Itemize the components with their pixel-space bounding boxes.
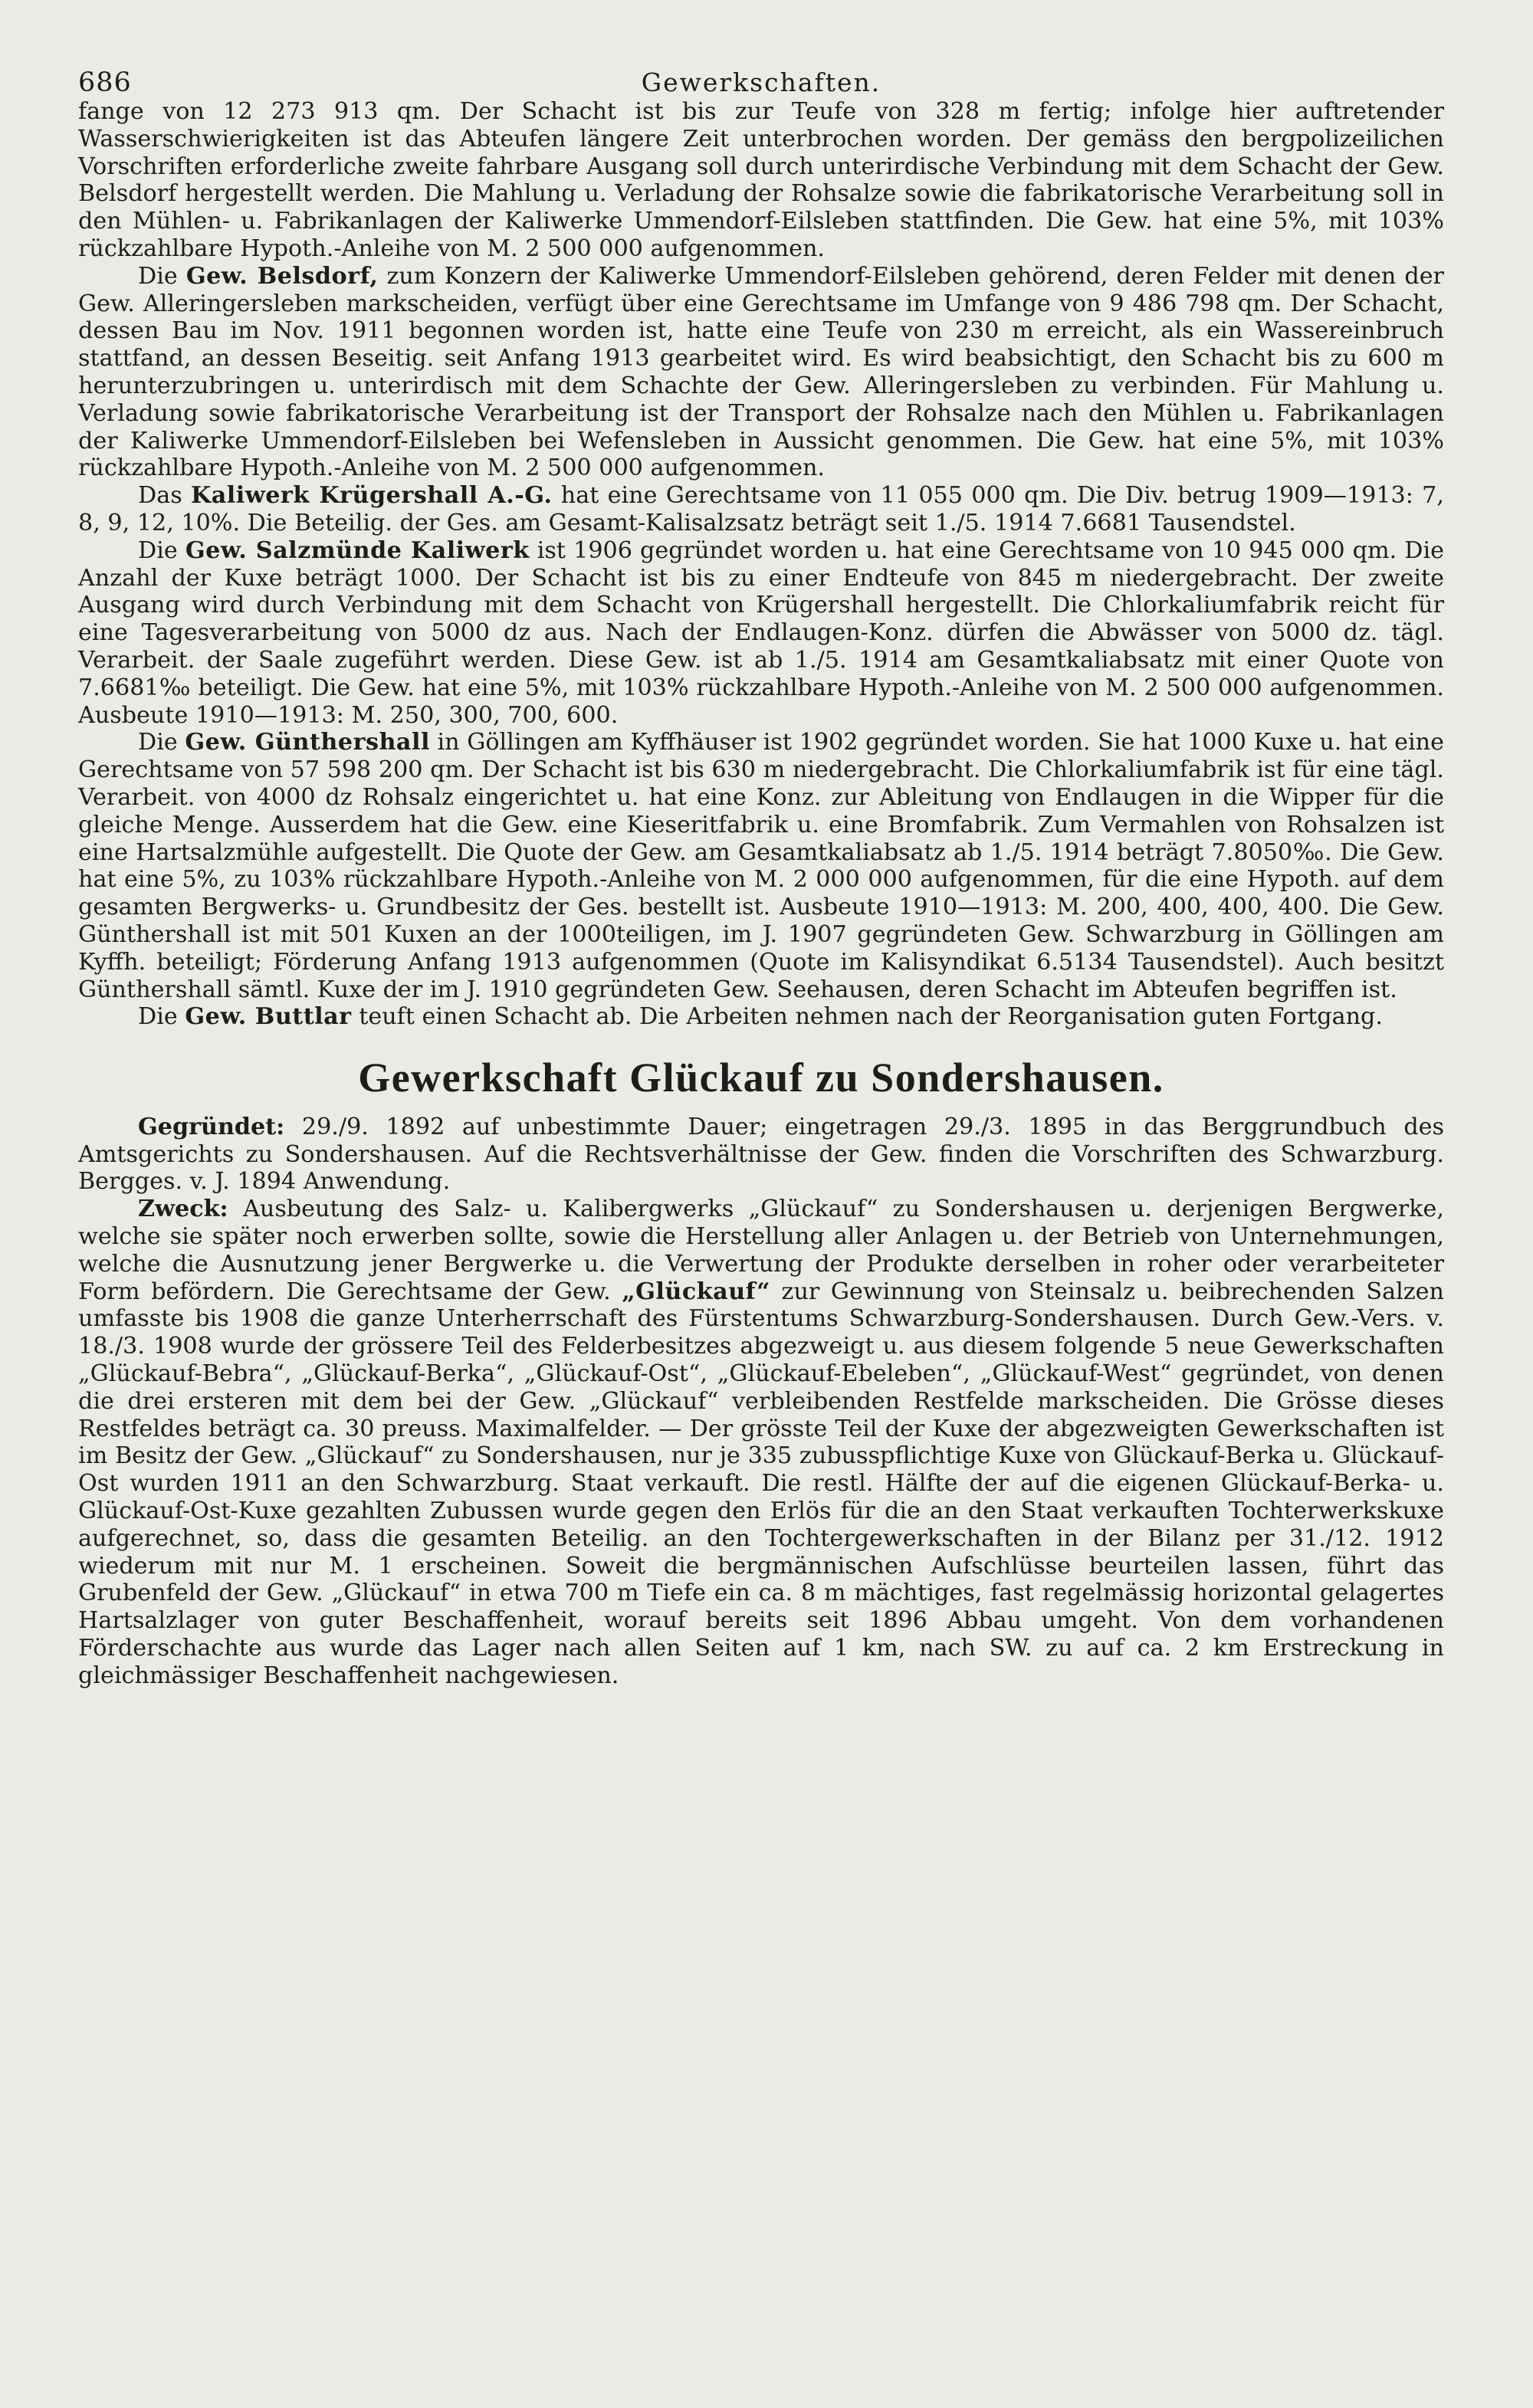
section-heading: Gewerkschaft Glückauf zu Sondershausen. [358,1055,1164,1101]
firm-name: Gew. Belsdorf, [185,262,379,290]
running-head [78,0,1444,98]
paragraph-belsdorf [78,263,1444,482]
paragraph-text: teuft einen Schacht ab. Die Arbeiten nehmen nach der Reorganisation guten Fortgang. [359,1003,1383,1031]
founded-label: Gegründet: [138,1113,285,1140]
running-title: Gewerkschaften. [641,67,881,97]
paragraph-continuation [78,98,1444,263]
paragraph-text: zum Konzern der Kaliwerke Ummendorf-Eilsleben gehörend, deren Felder mit denen der Gew. Alleringersleben markscheiden, verfügt über eine Gerechtsame im Umfange von 9 486 798 qm. Der Schacht, dessen Bau im Nov. 1911 begonnen worden ist, hatte eine Teufe von 230 m erreicht, als ein Wassereinbruch stattfand, an dessen Beseitig. seit Anfang 1913 gearbeitet wird. Es wird beabsichtigt, den Schacht bis zu 600 m herunterzubringen u. unterirdisch mit dem Schachte der Gew. Alleringersleben zu verbinden. Für Mahlung u. Verladung sowie fabrikatorische Verarbeitung ist der Transport der Rohsalze nach den Mühlen u. Fabrikanlagen der Kaliwerke Ummendorf-Eilsleben bei Wefensleben in Aussicht genommen. Die Gew. hat eine 5%, mit 103% rückzahlbare Hypoth.-Anleihe von M. 2 500 000 aufgenommen. [78,262,1444,482]
paragraph-text: fange von 12 273 913 qm. Der Schacht ist bis zur Teufe von 328 m fertig; infolge hier auftretender Wasserschwierigkeiten ist das Abteufen längere Zeit unterbrochen worden. Der gemäss den bergpolizeilichen Vorschriften erforderliche zweite fahrbare Ausgang soll durch unterirdische Verbindung mit dem Schacht der Gew. Belsdorf hergestellt werden. Die Mahlung u. Verladung der Rohsalze sowie die fabrikatorische Verarbeitung soll in den Mühlen- u. Fabrikanlagen der Kaliwerke Ummendorf-Eilsleben stattfinden. Die Gew. hat eine 5%, mit 103% rückzahlbare Hypoth.-Anleihe von M. 2 500 000 aufgenommen. [78,98,1444,262]
founded-text: 29./9. 1892 auf unbestimmte Dauer; eingetragen 29./3. 1895 in das Berggrundbuch des Amtsgerichts zu Sondershausen. Auf die Rechtsverhältnisse der Gew. finden die Vorschriften des Schwarzburg. Bergges. v. J. 1894 Anwendung. [78,1113,1444,1196]
paragraph-kruegershall [78,482,1444,537]
paragraph-lead: Die [138,729,178,756]
paragraph-lead: Die [138,536,178,564]
paragraph-purpose [78,1196,1444,1689]
paragraph-lead: Das [138,482,182,510]
paragraph-text: hat eine Gerechtsame von 11 055 000 qm. Die Div. betrug 1909—1913: 7, 8, 9, 12, 10%. Die Beteilig. der Ges. am Gesamt-Kalisalzsatz beträgt seit 1./5. 1914 7.6681 Tausendstel. [78,482,1444,536]
firm-name: Gew. Buttlar [185,1003,352,1031]
paragraph-buttlar [78,1003,1444,1031]
page-number: 686 [78,67,132,98]
purpose-text-2: zur Gewinnung von Steinsalz u. beibrechenden Salzen umfasste bis 1908 die ganze Unterherrschaft des Fürstentums Schwarzburg-Sondershausen. Durch Gew.-Vers. v. 18./3. 1908 wurde der grössere Teil des Felderbesitzes abgezweigt u. aus diesem folgende 5 neue Gewerkschaften „Glückauf-Bebra“, „Glückauf-Berka“, „Glückauf-Ost“, „Glückauf-Ebeleben“, „Glückauf-West“ gegründet, von denen die drei ersteren mit dem bei der Gew. „Glückauf“ verbleibenden Restfelde markscheiden. Die Grösse dieses Restfeldes beträgt ca. 30 preuss. Maximalfelder. — Der grösste Teil der Kuxe der abgezweigten Gewerkschaften ist im Besitz der Gew. „Glückauf“ zu Sondershausen, nur je 335 zubusspflichtige Kuxe von Glückauf-Berka u. Glückauf-Ost wurden 1911 an den Schwarzburg. Staat verkauft. Die restl. Hälfte der auf die eigenen Glückauf-Berka- u. Glückauf-Ost-Kuxe gezahlten Zubussen wurde gegen den Erlös für die an den Staat verkauften Tochterwerkskuxe aufgerechnet, so, dass die gesamten Beteilig. an den Tochtergewerkschaften in der Bilanz per 31./12. 1912 wiederum mit nur M. 1 erscheinen. Soweit die bergmännischen Aufschlüsse beurteilen lassen, führt das Grubenfeld der Gew. „Glückauf“ in etwa 700 m Tiefe ein ca. 8 m mächtiges, fast regelmässig horizontal gelagertes Hartsalzlager von guter Beschaffenheit, worauf bereits seit 1896 Abbau umgeht. Von dem vorhandenen Förderschachte aus wurde das Lager nach allen Seiten auf 1 km, nach SW. zu auf ca. 2 km Erstreckung in gleichmässiger Beschaffenheit nachgewiesen. [78,1278,1444,1689]
body-text [78,98,1444,1690]
firm-name: Gew. Salzmünde Kaliwerk [185,536,530,564]
purpose-label: Zweck: [138,1196,228,1223]
paragraph-text: in Göllingen am Kyffhäuser ist 1902 gegründet worden. Sie hat 1000 Kuxe u. hat eine Gerechtsame von 57 598 200 qm. Der Schacht ist bis 630 m niedergebracht. Die Chlorkaliumfabrik ist für eine tägl. Verarbeit. von 4000 dz Rohsalz eingerichtet u. hat eine Konz. zur Ableitung von Endlaugen in die Wipper für die gleiche Menge. Ausserdem hat die Gew. eine Kieseritfabrik u. eine Bromfabrik. Zum Vermahlen von Rohsalzen ist eine Hartsalzmühle aufgestellt. Die Quote der Gew. am Gesamtkaliabsatz ab 1./5. 1914 beträgt 7.8050‰. Die Gew. hat eine 5%, zu 103% rückzahlbare Hypoth.-Anleihe von M. 2 000 000 aufgenommen, für die eine Hypoth. auf dem gesamten Bergwerks- u. Grundbesitz der Ges. bestellt ist. Ausbeute 1910—1913: M. 200, 400, 400, 400. Die Gew. Günthershall ist mit 501 Kuxen an der 1000teiligen, im J. 1907 gegründeten Gew. Schwarzburg in Göllingen am Kyffh. beteiligt; Förderung Anfang 1913 aufgenommen (Quote im Kalisyndikat 6.5134 Tausendstel). Auch besitzt Günthershall sämtl. Kuxe der im J. 1910 gegründeten Gew. Seehausen, deren Schacht im Abteufen begriffen ist. [78,729,1444,1003]
firm-name: Gew. Günthershall [185,729,430,756]
paragraph-salzmuende [78,537,1444,730]
paragraph-text: ist 1906 gegründet worden u. hat eine Gerechtsame von 10 945 000 qm. Die Anzahl der Kuxe beträgt 1000. Der Schacht ist bis zu einer Endteufe von 845 m niedergebracht. Der zweite Ausgang wird durch Verbindung mit dem Schacht von Krügershall hergestellt. Die Chlorkaliumfabrik reicht für eine Tagesverarbeitung von 5000 dz aus. Nach der Endlaugen-Konz. dürfen die Abwässer von 5000 dz. tägl. Verarbeit. der Saale zugeführt werden. Diese Gew. ist ab 1./5. 1914 am Gesamtkaliabsatz mit einer Quote von 7.6681‰ beteiligt. Die Gew. hat eine 5%, mit 103% rückzahlbare Hypoth.-Anleihe von M. 2 500 000 aufgenommen. Ausbeute 1910—1913: M. 250, 300, 700, 600. [78,536,1444,729]
firm-name: Kaliwerk Krügershall A.-G. [190,482,553,510]
paragraph-lead: Die [138,1003,178,1031]
firm-name: „Glückauf“ [622,1278,770,1305]
paragraph-lead: Die [138,262,178,290]
purpose-text-1: Ausbeutung des Salz- u. Kalibergwerks „Glückauf“ zu Sondershausen u. derjenigen Bergwerke, welche sie später noch erwerben sollte, sowie die Herstellung aller Anlagen u. der Betrieb von Unternehmungen, welche die Ausnutzung jener Bergwerke u. die Verwertung der Produkte derselben in roher oder verarbeiteter Form befördern. Die Gerechtsame der Gew. [78,1196,1444,1305]
paragraph-guenthershall [78,729,1444,1003]
paragraph-founded [78,1114,1444,1196]
